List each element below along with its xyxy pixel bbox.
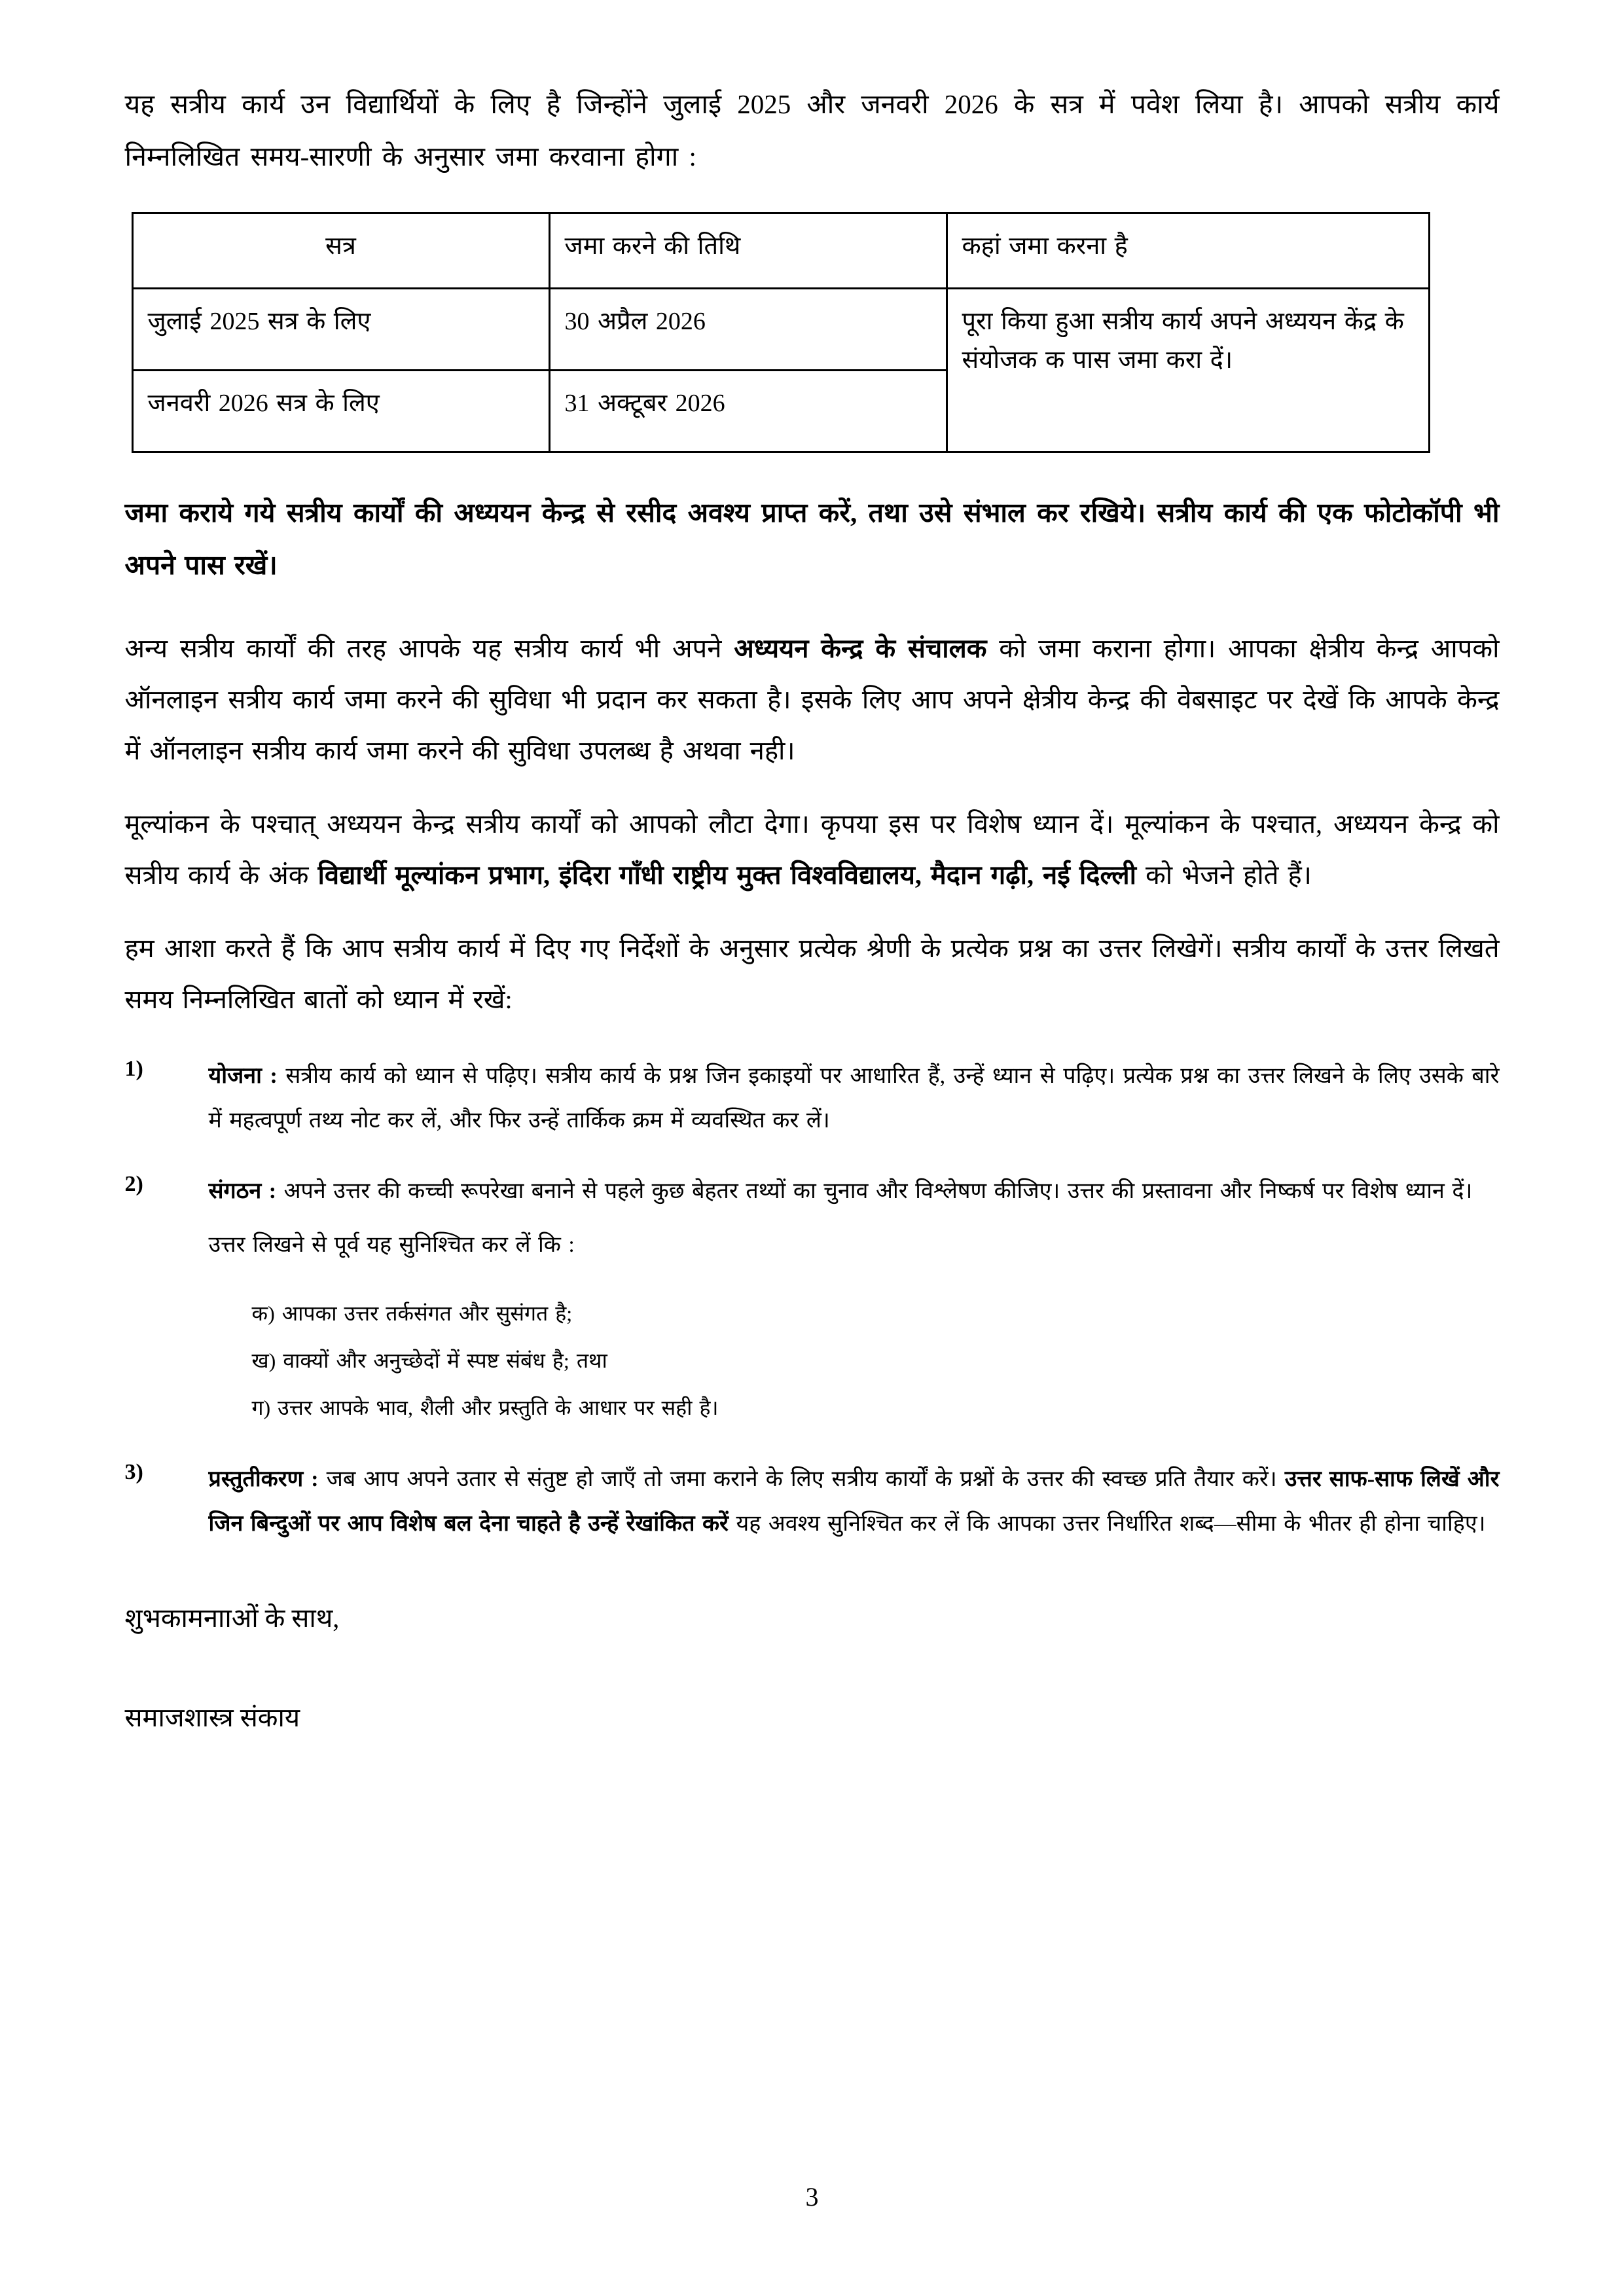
receipt-notice-paragraph: जमा कराये गये सत्रीय कार्याें की अध्ययन केन्द्र से रसीद अवश्य प्राप्त करें, तथा उसे संभाल कर रखिये। सत्रीय कार्य की एक फोटोकॉपी भी अपने पास रखें। [124, 497, 1500, 580]
evaluation-text-part2: को भेजने होते हैं। [1136, 860, 1312, 890]
intro-paragraph: यह सत्रीय कार्य उन विद्यार्थियों के लिए है जिन्होंने जुलाई 2025 और जनवरी 2026 के सत्र में पवेश लिया है। आपको सत्रीय कार्य निम्नलिखित समय-सारणी के अनुसार जमा करवाना होगा : [124, 89, 1500, 172]
page-content [125, 79, 1500, 1743]
instruction-marker-1: 1) [124, 1056, 143, 1081]
instruction-body-1 [209, 1054, 1500, 1143]
instruction-bold-underline-note: उत्तर साफ-साफ लिखें और जिन बिन्दुओं पर आप विशेष बल देना चाहते है उन्हें रेखांकित करें [208, 1467, 1500, 1536]
header-where-to-submit: कहां जमा करना है [947, 213, 1429, 288]
where-line-2: अध्ययन केंद्र के संयोजक क [962, 307, 1404, 374]
table-header-row [132, 213, 1429, 288]
instruction-separator-1: : [261, 1063, 286, 1088]
cell-session-july: जुलाई 2025 सत्र के लिए [132, 288, 549, 370]
instruction-body-3 [209, 1457, 1500, 1546]
where-line-1: पूरा किया हुआ सत्रीय कार्य अपने [962, 307, 1257, 335]
instruction-marker-2: 2) [124, 1171, 143, 1196]
closing-regards: शुभकामनााओं के साथ, [124, 1603, 340, 1633]
instruction-marker-3: 3) [124, 1459, 143, 1484]
header-due-date: जमा करने की तिथि [549, 213, 947, 288]
closing-block [125, 1594, 1500, 1743]
evaluation-text-part1: मूल्यांकन के पश्चात् अध्ययन केन्द्र सत्रीय कार्यों को आपको लौटा देगा। कृपया इस पर विशेष ध्यान दें। मूल्यांकन के पश्चात, अध्ययन केन्द्र को सत्रीय कार्य के अंक [124, 809, 1500, 890]
list-item [125, 1457, 1500, 1546]
instruction-text-2: अपने उत्तर की कच्ची रूपरेखा बनाने से पहले कुछ बेहतर तथ्यों का चुनाव और विश्लेषण कीजिए। उत्तर की प्रस्तावना और निष्कर्ष पर विशेष ध्यान दें। [283, 1178, 1473, 1203]
sublist-item-ga: ग) उत्तर आपके भाव, शैली और प्रस्तुति के आधार पर सही है। [251, 1395, 719, 1419]
closing-signature: समाजशास्त्र संकाय [124, 1702, 300, 1732]
cell-due-date-july: 30 अप्रैल 2026 [549, 288, 947, 370]
list-item [125, 1054, 1500, 1143]
evaluation-paragraph [125, 799, 1500, 901]
page-number: 3 [805, 2182, 819, 2212]
hope-paragraph: हम आशा करते हैं कि आप सत्रीय कार्य में दिए गए निर्देशों के अनुसार प्रत्येक श्रेणी के प्रत्येक प्रश्न का उत्तर लिखेगें। सत्रीय कार्यों के उत्तर लिखते समय निम्नलिखित बातों को ध्यान में रखें: [124, 933, 1500, 1014]
instruction-body-2 [209, 1169, 1500, 1431]
instruction-sub-intro: उत्तर लिखने से पूर्व यह सुनिश्चित कर लें कि : [208, 1232, 575, 1257]
instruction-lead-3: प्रस्तुतीकरण [208, 1467, 304, 1491]
schedule-table-wrapper [125, 212, 1500, 453]
cell-due-date-january: 31 अक्टूबर 2026 [549, 370, 947, 452]
online-submission-paragraph [125, 623, 1500, 776]
assignment-schedule-table [132, 212, 1430, 453]
evaluation-bold-address: विद्यार्थी मूल्यांकन प्रभाग, इंदिरा गाँधी राष्ट्रीय मुक्त विश्वविद्यालय, मैदान गढ़ी, नई दिल्ली [317, 860, 1136, 890]
instruction-sublist [252, 1290, 1500, 1431]
instruction-text-after-bold-3: यह अवश्य सुनिश्चित कर लें कि आपका उत्तर निर्धारित शब्द—सीमा के भीतर ही होना चाहिए। [728, 1511, 1486, 1536]
list-item [125, 1169, 1500, 1431]
online-bold-coordinator: अध्ययन केन्द्र के संचालक [734, 633, 987, 663]
where-line-3: पास जमा करा दें। [1072, 346, 1233, 374]
online-text-part1: अन्य सत्रीय कार्यों की तरह आपके यह सत्रीय कार्य भी अपने [124, 633, 734, 663]
instruction-text-1: सत्रीय कार्य को ध्यान से पढ़िए। सत्रीय कार्य के प्रश्न जिन इकाइयों पर आधारित हैं, उन्हें ध्यान से पढ़िए। प्रत्येक प्रश्न का उत्तर लिखने के लिए उसके बारे में महत्वपूर्ण तथ्य नोट कर लें, और फिर उन्हें तार्किक क्रम में व्यवस्थित कर लें। [208, 1063, 1500, 1133]
instruction-lead-1: योजना [208, 1063, 262, 1088]
sublist-item-ka: क) आपका उत्तर तर्कसंगत और सुसंगत है; [251, 1301, 573, 1325]
cell-session-january: जनवरी 2026 सत्र के लिए [132, 370, 549, 452]
online-text-part2: को जमा कराना होगा। आपका क्षेत्रीय केन्द्र आपको ऑनलाइन सत्रीय कार्य जमा करने की सुविधा भी प्रदान कर सकता है। इसके लिए आप अपने क्षेत्रीय केन्द्र की वेबसाइट पर देखें कि आपके केन्द्र में ऑनलाइन सत्रीय कार्य जमा करने की सुविधा उपलब्ध है अथवा नही। [124, 633, 1500, 765]
table-row [132, 288, 1429, 370]
instruction-separator-3: : [303, 1467, 327, 1491]
instruction-separator-2: : [261, 1178, 284, 1203]
instructions-list [125, 1054, 1500, 1546]
header-session: सत्र [132, 213, 549, 288]
instruction-text-before-bold-3: जब आप अपने उतार से संतुष्ट हो जाएँ तो जमा कराने के लिए सत्रीय कार्यों के प्रश्नों के उत्तर की स्वच्छ प्रति तैयार करें। [326, 1467, 1285, 1491]
cell-where-to-submit [947, 288, 1429, 452]
sublist-item-kha: ख) वाक्यों और अनुच्छेदों में स्पष्ट संबंध है; तथा [251, 1348, 607, 1372]
instruction-lead-2: संगठन [208, 1178, 262, 1203]
